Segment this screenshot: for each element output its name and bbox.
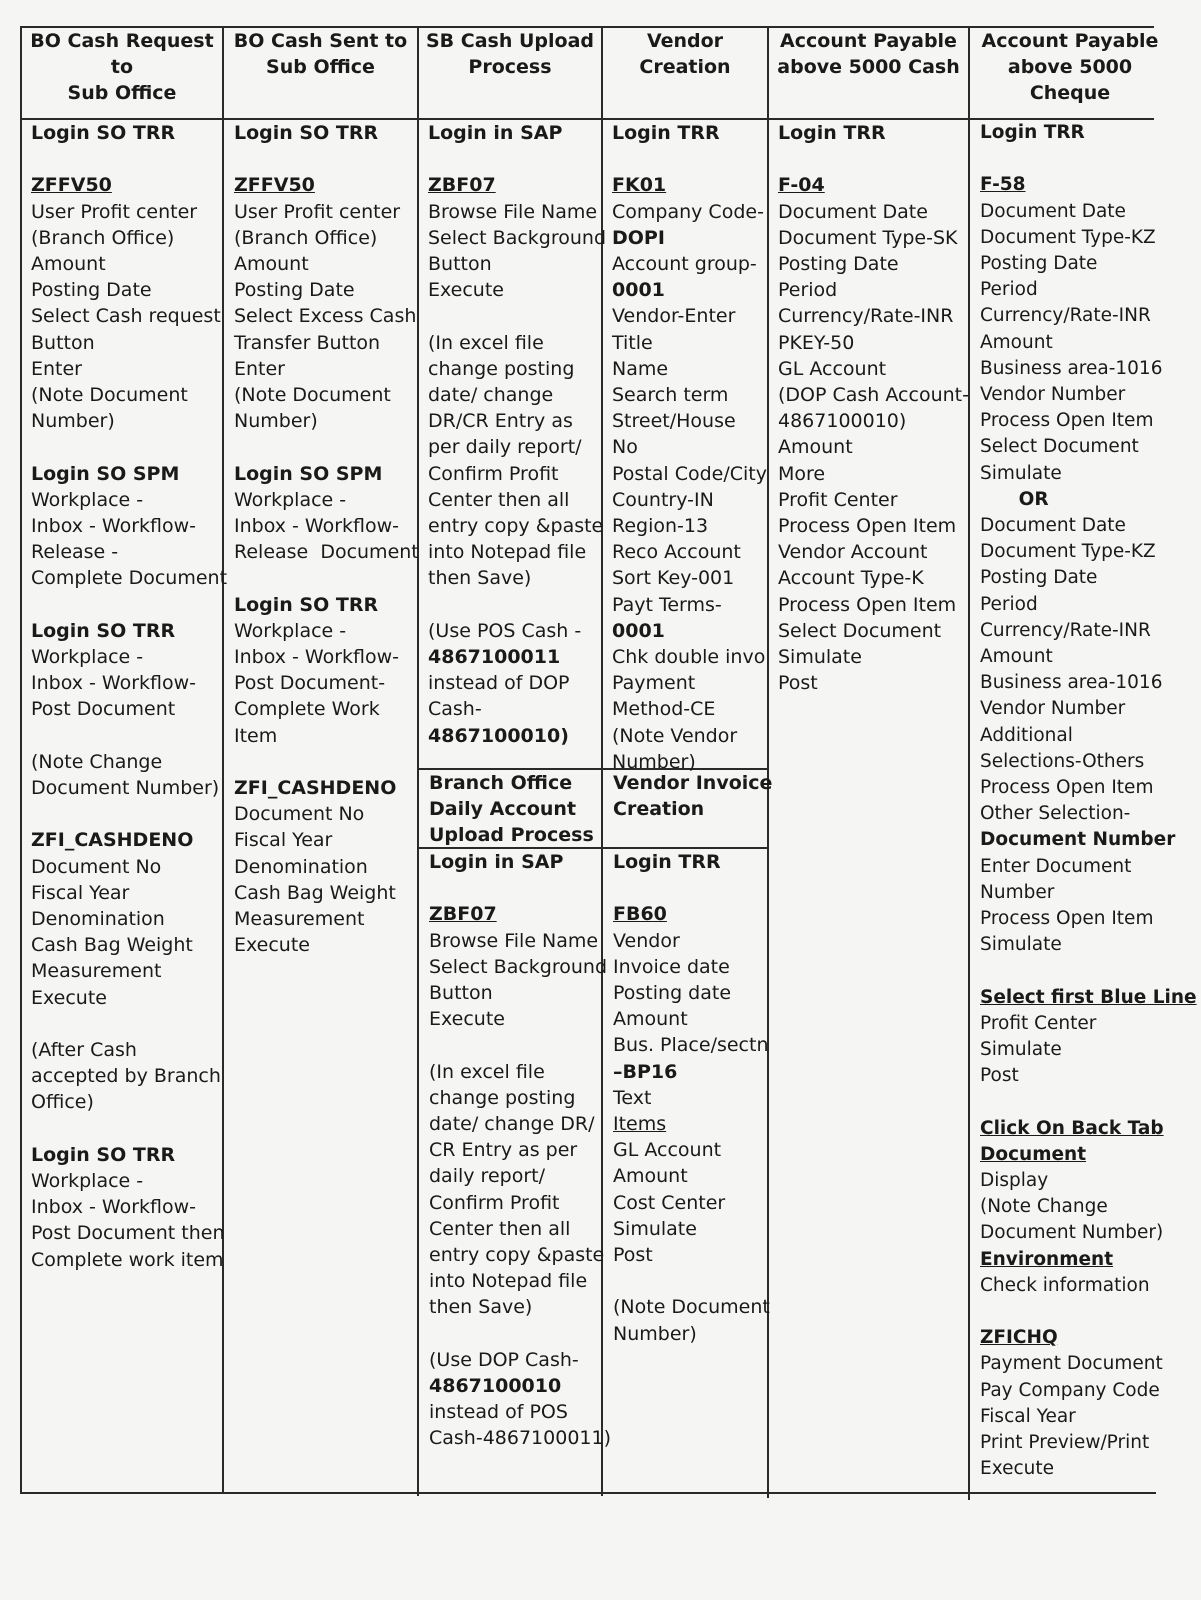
text-line: Document Date — [778, 200, 928, 223]
text-line: User Profit center — [31, 200, 198, 223]
text-line: –BP16 — [613, 1060, 678, 1083]
text-line — [31, 1011, 227, 1037]
text-line: Account group- — [612, 253, 757, 275]
text-line: Button — [31, 331, 95, 354]
section-header-line: Creation — [613, 798, 705, 820]
text-line: Browse File Name — [429, 929, 599, 952]
text-line: Denomination — [234, 855, 368, 878]
header-line: above 5000 Cheque — [1007, 56, 1133, 104]
text-line — [31, 434, 227, 460]
table-bottom-border — [20, 1492, 1156, 1494]
header-line: SB Cash Upload — [425, 30, 594, 52]
text-line: Cash Bag Weight — [31, 934, 193, 957]
text-line: Vendor Number — [980, 698, 1126, 720]
text-line: Login SO SPM — [31, 462, 180, 485]
text-line: Posting Date — [234, 279, 355, 302]
text-line: Simulate — [613, 1217, 697, 1240]
text-line: Simulate — [980, 462, 1062, 484]
text-line: Profit Center — [980, 1012, 1097, 1034]
text-line: Item — [234, 724, 278, 747]
text-line: Amount — [234, 253, 309, 275]
text-line: Vendor Account — [778, 541, 928, 564]
text-line: 4867100010) — [778, 410, 907, 433]
column-branch-office-upload — [429, 849, 611, 1452]
column-bo-cash-request — [31, 120, 227, 1273]
text-line: date/ change — [428, 384, 554, 406]
text-line: Search term — [612, 384, 729, 407]
text-line — [612, 146, 767, 172]
text-line: Method-CE — [612, 698, 716, 721]
text-line: into Notepad file — [429, 1270, 588, 1293]
text-line: (Note Change — [31, 750, 163, 773]
text-line: F-04 — [778, 174, 825, 197]
header-line: Process — [468, 56, 552, 78]
text-line: entry copy &paste — [429, 1244, 605, 1267]
text-line: Inbox - Workflow- — [31, 1196, 197, 1219]
text-line: Country-IN — [612, 488, 714, 511]
column-header — [22, 28, 222, 118]
text-line: Display — [980, 1170, 1049, 1192]
text-line: Workplace - — [31, 488, 144, 511]
text-line — [31, 723, 227, 749]
column-ap-cheque — [980, 120, 1197, 1483]
text-line: Click On Back Tab — [980, 1117, 1164, 1139]
text-line: Login in SAP — [429, 851, 564, 873]
text-line: Sort Key-001 — [612, 567, 735, 590]
text-line: change posting — [428, 357, 575, 380]
text-line: Business area-1016 — [980, 357, 1163, 379]
text-line: Select Document — [980, 436, 1139, 458]
text-line: Execute — [234, 934, 310, 957]
text-line: ZBF07 — [429, 903, 497, 926]
section-header-line: Vendor Invoice — [613, 772, 773, 794]
text-line: 0001 — [612, 279, 665, 302]
text-line: Number) — [31, 410, 115, 433]
text-line: Inbox - Workflow- — [234, 646, 400, 669]
text-line: DOPI — [612, 226, 665, 249]
section-header-vendor-invoice — [613, 770, 772, 822]
text-line — [428, 592, 606, 618]
text-line — [234, 565, 419, 591]
text-line: GL Account — [613, 1139, 722, 1162]
text-line: Select Background — [428, 226, 607, 249]
text-line: 4867100011 — [428, 646, 561, 669]
column-header — [769, 28, 968, 118]
section-header-line: Upload Process — [429, 824, 594, 846]
text-line — [31, 146, 227, 172]
text-line: Additional — [980, 724, 1073, 746]
text-line — [31, 1116, 227, 1142]
section-header-line: Branch Office — [429, 772, 573, 794]
text-line: 4867100010) — [428, 724, 569, 747]
text-line: Amount — [613, 1165, 688, 1188]
text-line: Amount — [980, 646, 1053, 668]
text-line: change posting — [429, 1086, 576, 1109]
text-line — [980, 146, 1197, 172]
text-line: Login TRR — [980, 122, 1085, 143]
text-line: Enter — [31, 357, 82, 380]
text-line: Company Code- — [612, 200, 764, 223]
text-line: Posting Date — [980, 567, 1098, 589]
text-line: daily report/ — [429, 1165, 545, 1188]
column-header — [970, 28, 1170, 118]
column-vendor-invoice — [613, 849, 770, 1347]
text-line: Simulate — [980, 1039, 1062, 1061]
text-line: Confirm Profit — [428, 462, 559, 485]
text-line: ZFI_CASHDENO — [234, 777, 397, 800]
text-line: Amount — [980, 331, 1053, 353]
text-line: Measurement — [31, 960, 162, 983]
text-line: No — [612, 436, 638, 459]
text-line: ZFICHQ — [980, 1327, 1058, 1349]
text-line: Inbox - Workflow- — [31, 515, 197, 538]
text-line: Execute — [429, 1008, 505, 1031]
text-line: instead of DOP — [428, 672, 570, 695]
text-line: Login TRR — [778, 122, 886, 144]
text-line: Document Number) — [31, 777, 220, 800]
text-line: Execute — [31, 986, 107, 1009]
text-line: Number) — [234, 410, 318, 433]
text-line — [980, 1299, 1197, 1325]
text-line: Confirm Profit — [429, 1191, 560, 1214]
text-line: (Use DOP Cash- — [429, 1348, 579, 1371]
text-line: Login TRR — [613, 851, 721, 873]
text-line: Document No — [234, 803, 365, 826]
header-line: Account Payable — [981, 30, 1159, 52]
text-line — [428, 303, 606, 329]
text-line: Number) — [613, 1322, 697, 1345]
text-line: Currency/Rate-INR — [778, 305, 954, 328]
text-line: Execute — [428, 279, 504, 302]
text-line: (In excel file — [428, 331, 544, 354]
header-line: BO Cash Sent to — [233, 30, 408, 52]
text-line: Number) — [612, 750, 696, 773]
section-header-branch-office-upload — [429, 770, 594, 848]
text-line: Cash- — [428, 698, 482, 721]
text-line: Workplace - — [234, 488, 347, 511]
text-line: Execute — [980, 1458, 1054, 1480]
text-line — [429, 1032, 611, 1058]
text-line: Name — [612, 357, 669, 380]
text-line — [234, 749, 419, 775]
column-vendor-creation — [612, 120, 767, 775]
text-line — [429, 875, 611, 901]
text-line: Payt Terms- — [612, 593, 722, 616]
text-line: Login SO TRR — [234, 122, 379, 144]
section-header-line: Daily Account — [429, 798, 577, 820]
header-line: Sub Office — [266, 56, 375, 78]
text-line: then Save) — [428, 567, 532, 590]
text-line: Bus. Place/sectn — [613, 1034, 769, 1057]
text-line: Document Type-KZ — [980, 226, 1156, 248]
text-line: Environment — [980, 1248, 1114, 1270]
text-line: Title — [612, 331, 653, 354]
text-line: Business area-1016 — [980, 672, 1163, 694]
text-line: Select Document — [778, 619, 942, 642]
text-line: Document Type-KZ — [980, 541, 1156, 563]
text-line: Simulate — [778, 646, 862, 669]
text-line: Document Type-SK — [778, 226, 958, 249]
text-line: Inbox - Workflow- — [234, 515, 400, 538]
text-line: Login SO SPM — [234, 462, 383, 485]
text-line: Document Date — [980, 200, 1126, 222]
text-line — [613, 1268, 770, 1294]
text-line: Amount — [778, 436, 853, 459]
text-line: (In excel file — [429, 1060, 545, 1083]
text-line — [31, 801, 227, 827]
text-line: Currency/Rate-INR — [980, 619, 1151, 641]
text-line: Inbox - Workflow- — [31, 672, 197, 695]
text-line: Process Open Item — [778, 593, 957, 616]
text-line: Select Excess Cash — [234, 305, 417, 328]
header-line: Account Payable — [780, 30, 957, 52]
text-line: Fiscal Year — [234, 829, 333, 852]
text-line: Vendor-Enter — [612, 305, 736, 328]
text-line: Measurement — [234, 908, 365, 931]
text-line: Region-13 — [612, 515, 709, 538]
text-line: (After Cash — [31, 1039, 137, 1062]
text-line: Login SO TRR — [31, 122, 176, 144]
text-line: Complete Work — [234, 698, 380, 721]
text-line: Posting Date — [778, 253, 899, 275]
text-line: Process Open Item — [778, 515, 957, 538]
text-line: accepted by Branch — [31, 1065, 221, 1088]
text-line: (Note Document — [31, 384, 188, 407]
text-line: Reco Account — [612, 541, 741, 564]
text-line: Pay Company Code — [980, 1379, 1160, 1401]
text-line: Center then all — [429, 1217, 571, 1240]
text-line: Vendor — [613, 929, 680, 952]
text-line: Account Type-K — [778, 567, 924, 590]
text-line: (DOP Cash Account- — [778, 384, 969, 407]
text-line: (Note Vendor — [612, 724, 738, 747]
text-line: Post — [613, 1244, 653, 1267]
text-line: FK01 — [612, 174, 667, 197]
header-line: Creation — [639, 56, 731, 78]
text-line — [980, 1089, 1197, 1115]
text-line: Street/House — [612, 410, 736, 433]
text-line — [31, 592, 227, 618]
text-line: Process Open Item — [980, 777, 1154, 799]
text-line: 4867100010 — [429, 1375, 562, 1398]
text-line: Posting Date — [980, 253, 1098, 274]
text-line: (Branch Office) — [31, 226, 175, 249]
text-line: Process Open Item — [980, 410, 1154, 432]
text-line: Workplace - — [31, 1170, 144, 1193]
text-line: (Note Change — [980, 1196, 1108, 1218]
text-line: Print Preview/Print — [980, 1432, 1150, 1454]
text-line: Login SO TRR — [234, 593, 379, 616]
text-line: (Use POS Cash - — [428, 619, 582, 642]
text-line: (Note Document — [613, 1296, 770, 1319]
text-line: Selections-Others — [980, 750, 1145, 772]
text-line: Period — [980, 279, 1038, 301]
text-line: Other Selection- — [980, 803, 1131, 825]
text-line: OR — [980, 488, 1049, 510]
text-line: GL Account — [778, 357, 887, 380]
text-line: Complete work item — [31, 1248, 224, 1271]
column-header — [603, 28, 767, 118]
text-line: Payment Document — [980, 1353, 1163, 1375]
text-line: Button — [429, 982, 493, 1004]
text-line: Browse File Name — [428, 200, 598, 223]
header-line: BO Cash Request to — [30, 30, 214, 78]
text-line: Enter Document — [980, 855, 1132, 877]
text-line: Post Document then — [31, 1222, 225, 1245]
text-line: FB60 — [613, 903, 667, 926]
text-line: 0001 — [612, 619, 665, 642]
text-line: Currency/Rate-INR — [980, 305, 1151, 327]
text-line: Posting Date — [31, 279, 152, 302]
text-line: Select Background — [429, 955, 608, 978]
text-line — [980, 958, 1197, 984]
text-line: Transfer Button — [234, 331, 381, 354]
text-line: Login TRR — [612, 122, 720, 144]
text-line: Vendor Number — [980, 384, 1126, 406]
text-line: Office) — [31, 1091, 94, 1114]
text-line: Number — [980, 881, 1055, 903]
text-line: Login SO TRR — [31, 1143, 176, 1166]
text-line: instead of POS — [429, 1401, 568, 1424]
column-bo-cash-sent — [234, 120, 419, 958]
text-line: into Notepad file — [428, 541, 587, 564]
text-line: Period — [778, 279, 838, 302]
text-line — [429, 1321, 611, 1347]
text-line: Center then all — [428, 488, 570, 511]
text-line: Select first Blue Line — [980, 986, 1197, 1008]
text-line: Post — [980, 1065, 1019, 1087]
text-line: Amount — [31, 253, 106, 275]
text-line: Select Cash request — [31, 305, 221, 328]
text-line — [234, 434, 419, 460]
text-line — [613, 875, 770, 901]
text-line: Cost Center — [613, 1191, 726, 1214]
text-line: Process Open Item — [980, 908, 1154, 930]
text-line: Complete Document — [31, 567, 228, 590]
text-line: then Save) — [429, 1296, 533, 1319]
text-line: Document No — [31, 855, 162, 878]
header-line: Sub Office — [67, 82, 177, 104]
text-line: per daily report/ — [428, 436, 582, 459]
text-line: Release - — [31, 541, 119, 564]
text-line: Invoice date — [613, 955, 730, 978]
text-line: CR Entry as per — [429, 1139, 578, 1162]
text-line: Post Document — [31, 698, 176, 721]
text-line: Workplace - — [31, 646, 144, 669]
text-line: Postal Code/City — [612, 462, 767, 485]
text-line: Denomination — [31, 908, 165, 931]
text-line: Document — [980, 1143, 1087, 1165]
text-line — [234, 146, 419, 172]
text-line: Simulate — [980, 934, 1062, 956]
text-line: Cash Bag Weight — [234, 881, 396, 904]
text-line: Amount — [613, 1008, 688, 1031]
text-line: ZBF07 — [428, 174, 496, 197]
text-line: DR/CR Entry as — [428, 410, 573, 433]
text-line: (Branch Office) — [234, 226, 378, 249]
text-line: entry copy &paste — [428, 515, 604, 538]
column-border — [20, 26, 22, 1494]
text-line: Document Number) — [980, 1222, 1164, 1244]
text-line — [428, 146, 606, 172]
text-line: Check information — [980, 1274, 1150, 1296]
text-line: Release Document — [234, 541, 419, 564]
text-line: Login SO TRR — [31, 619, 176, 642]
text-line: F-58 — [980, 174, 1026, 196]
column-sb-cash-upload — [428, 120, 606, 749]
text-line: ZFFV50 — [234, 174, 315, 197]
header-line: above 5000 Cash — [777, 56, 960, 78]
text-line: Text — [613, 1086, 652, 1109]
text-line: Post Document- — [234, 672, 386, 695]
text-line: (Note Document — [234, 384, 391, 407]
text-line: Enter — [234, 357, 285, 380]
column-header — [419, 28, 601, 118]
text-line: Workplace - — [234, 619, 347, 642]
text-line: Login in SAP — [428, 122, 563, 144]
header-line: Vendor — [646, 30, 724, 52]
text-line: Chk double invo — [612, 646, 766, 669]
text-line: Document Date — [980, 515, 1126, 537]
text-line: Fiscal Year — [980, 1405, 1076, 1427]
text-line: PKEY-50 — [778, 331, 855, 354]
text-line: Period — [980, 593, 1038, 615]
text-line — [778, 146, 969, 172]
text-line: Cash-4867100011) — [429, 1427, 612, 1450]
column-ap-cash — [778, 120, 969, 696]
text-line: Button — [428, 253, 492, 275]
text-line: ZFI_CASHDENO — [31, 829, 194, 852]
text-line: More — [778, 462, 826, 485]
text-line: Fiscal Year — [31, 881, 130, 904]
text-line: Document Number — [980, 829, 1176, 851]
text-line: Items — [613, 1113, 667, 1136]
text-line: Post — [778, 672, 818, 695]
text-line: date/ change DR/ — [429, 1113, 595, 1135]
text-line: User Profit center — [234, 200, 401, 223]
text-line: Posting date — [613, 982, 732, 1004]
text-line: Profit Center — [778, 488, 898, 511]
text-line: ZFFV50 — [31, 174, 112, 197]
column-header — [224, 28, 417, 118]
text-line: Payment — [612, 672, 696, 695]
